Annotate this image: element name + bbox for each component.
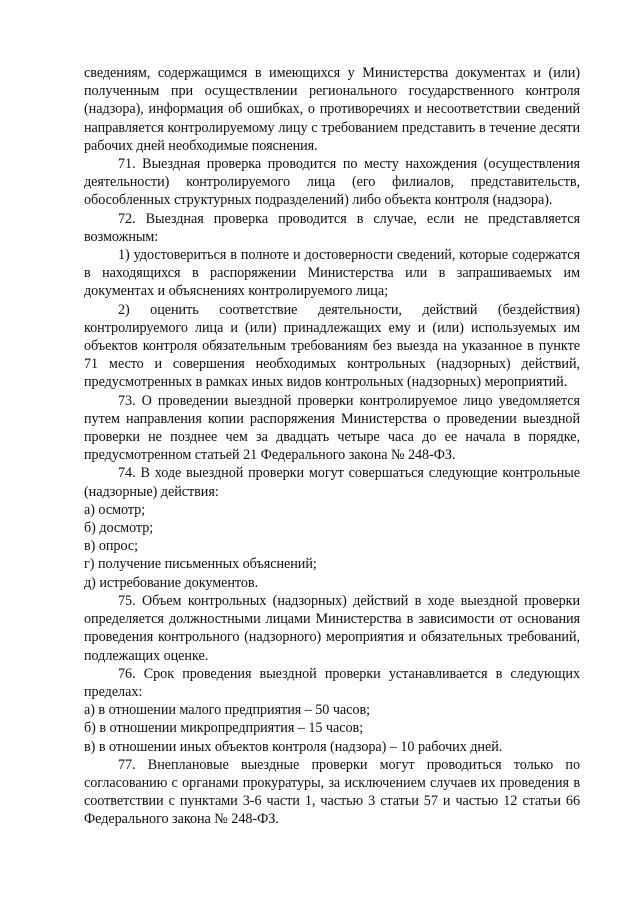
paragraph-72-item-2: 2) оценить соответствие деятельности, действий (бездействия) контролируемого лица и (или) принадлежащих ему и (или) используемых им объектов контроля обязательным требованиям без выезда на указанное в пункте 71 место и совершения необходимых контрольных (надзорных) действий, предусмотренных в рамках иных видов контрольных (надзорных) мероприятий.: [84, 301, 580, 391]
paragraph-72-item-1: 1) удостовериться в полноте и достоверности сведений, которые содержатся в находящихся в распоряжении Министерства или в запрашиваемых им документах и объяснениях контролируемого лица;: [84, 247, 580, 300]
list-item-76-a: а) в отношении малого предприятия – 50 часов;: [84, 702, 371, 719]
paragraph-76: 76. Срок проведения выездной проверки устанавливается в следующих пределах:: [84, 665, 580, 700]
paragraph-77: 77. Внеплановые выездные проверки могут проводиться только по согласованию с органами прокуратуры, за исключением случаев их проведения в соответствии с пунктами 3-6 части 1, частью 3 статьи 57 и частью 12 статьи 66 Федерального закона № 248-ФЗ.: [84, 756, 580, 828]
list-item-74-a: а) осмотр;: [84, 501, 146, 518]
list-item-74-v: в) опрос;: [84, 538, 138, 555]
document-body: [84, 64, 580, 829]
paragraph-continuation: сведениям, содержащимся в имеющихся у Министерства документах и (или) полученным при осуществлении регионального государственного контроля (надзора), информация об ошибках, о противоречиях и несоответствии сведений направляется контролируемому лицу с требованием представить в течение десяти рабочих дней необходимые пояснения.: [84, 65, 580, 154]
paragraph-72: 72. Выездная проверка проводится в случае, если не представляется возможным:: [84, 210, 580, 245]
paragraph-73: 73. О проведении выездной проверки контролируемое лицо уведомляется путем направления копии распоряжения Министерства о проведении выездной проверки не позднее чем за двадцать четыре часа до ее начала в порядке, предусмотренном статьей 21 Федерального закона № 248-ФЗ.: [84, 392, 580, 464]
paragraph-71: 71. Выездная проверка проводится по месту нахождения (осуществления деятельности) контролируемого лица (его филиалов, представительств, обособленных структурных подразделений) либо объекта контроля (надзора).: [84, 156, 580, 209]
list-item-74-g: г) получение письменных объяснений;: [84, 556, 317, 573]
paragraph-75: 75. Объем контрольных (надзорных) действий в ходе выездной проверки определяется должностными лицами Министерства в зависимости от основания проведения контрольного (надзорного) мероприятия и обязательных требований, подлежащих оценке.: [84, 592, 580, 664]
list-item-74-b: б) досмотр;: [84, 520, 154, 537]
list-item-74-d: д) истребование документов.: [84, 574, 259, 591]
list-item-76-b: б) в отношении микропредприятия – 15 часов;: [84, 720, 364, 737]
paragraph-74: 74. В ходе выездной проверки могут совершаться следующие контрольные (надзорные) действия:: [84, 465, 580, 500]
list-item-76-v: в) в отношении иных объектов контроля (надзора) – 10 рабочих дней.: [84, 738, 503, 755]
